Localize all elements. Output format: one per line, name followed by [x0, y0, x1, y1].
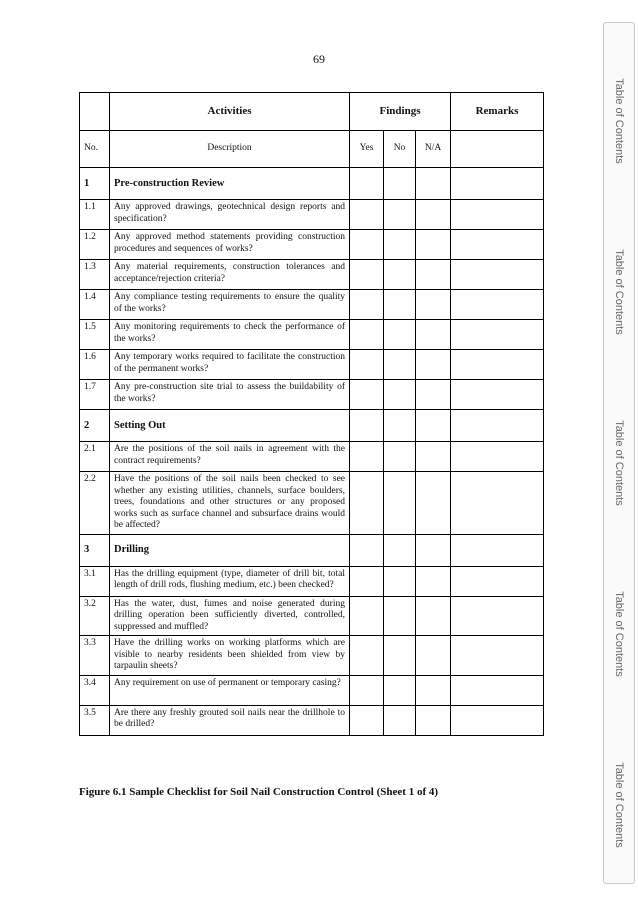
- yes-cell[interactable]: [350, 472, 384, 535]
- section-no-cell: [384, 534, 416, 566]
- toc-tab-label: Table of Contents: [613, 249, 625, 335]
- item-number: 1.6: [80, 350, 110, 380]
- header-findings: Findings: [350, 93, 451, 131]
- section-row: [80, 534, 544, 566]
- no-cell[interactable]: [384, 596, 416, 636]
- item-description: Has the drilling equipment (type, diameter of drill bit, total length of drill rods, flushing medium, etc.) been checked?: [110, 566, 350, 596]
- item-number: 1.5: [80, 320, 110, 350]
- yes-cell[interactable]: [350, 596, 384, 636]
- na-cell[interactable]: [416, 230, 451, 260]
- item-description: Have the drilling works on working platforms which are visible to nearby residents been shielded from view by tarpaulin sheets?: [110, 636, 350, 676]
- checklist-row: [80, 350, 544, 380]
- section-number: 2: [80, 410, 110, 442]
- header-no: No.: [80, 131, 110, 168]
- yes-cell[interactable]: [350, 442, 384, 472]
- remarks-cell[interactable]: [451, 200, 544, 230]
- header-blank-cell: [80, 93, 110, 131]
- item-number: 3.3: [80, 636, 110, 676]
- remarks-cell[interactable]: [451, 442, 544, 472]
- item-description: Has the water, dust, fumes and noise generated during drilling operation been sufficiently diverted, controlled, suppressed and muffled?: [110, 596, 350, 636]
- checklist-table: [79, 92, 544, 736]
- yes-cell[interactable]: [350, 380, 384, 410]
- toc-tab-2[interactable]: [604, 244, 634, 340]
- item-number: 1.4: [80, 290, 110, 320]
- item-number: 3.5: [80, 705, 110, 735]
- checklist-row: [80, 380, 544, 410]
- yes-cell[interactable]: [350, 260, 384, 290]
- na-cell[interactable]: [416, 260, 451, 290]
- remarks-cell[interactable]: [451, 636, 544, 676]
- toc-tab-label: Table of Contents: [613, 420, 625, 506]
- header-remarks-blank: [451, 131, 544, 168]
- item-description: Any material requirements, construction tolerances and acceptance/rejection criteria?: [110, 260, 350, 290]
- checklist-row: [80, 705, 544, 735]
- no-cell[interactable]: [384, 566, 416, 596]
- checklist-row: [80, 472, 544, 535]
- yes-cell[interactable]: [350, 705, 384, 735]
- section-row: [80, 168, 544, 200]
- yes-cell[interactable]: [350, 636, 384, 676]
- no-cell[interactable]: [384, 442, 416, 472]
- toc-tab-4[interactable]: [604, 586, 634, 682]
- yes-cell[interactable]: [350, 566, 384, 596]
- item-description: Are the positions of the soil nails in agreement with the contract requirements?: [110, 442, 350, 472]
- section-remarks-cell: [451, 534, 544, 566]
- no-cell[interactable]: [384, 705, 416, 735]
- section-title: Pre-construction Review: [110, 168, 350, 200]
- toc-tab-3[interactable]: [604, 415, 634, 511]
- section-na-cell: [416, 410, 451, 442]
- item-number: 3.4: [80, 675, 110, 705]
- section-no-cell: [384, 168, 416, 200]
- toc-tab-label: Table of Contents: [613, 762, 625, 848]
- header-activities: Activities: [110, 93, 350, 131]
- checklist-row: [80, 566, 544, 596]
- remarks-cell[interactable]: [451, 350, 544, 380]
- toc-tab-label: Table of Contents: [613, 78, 625, 164]
- checklist-row: [80, 260, 544, 290]
- header-na: N/A: [416, 131, 451, 168]
- checklist-row: [80, 442, 544, 472]
- remarks-cell[interactable]: [451, 260, 544, 290]
- item-description: Any pre-construction site trial to assess the buildability of the works?: [110, 380, 350, 410]
- header-remarks: Remarks: [451, 93, 544, 131]
- item-description: Are there any freshly grouted soil nails near the drillhole to be drilled?: [110, 705, 350, 735]
- no-cell[interactable]: [384, 290, 416, 320]
- no-cell[interactable]: [384, 380, 416, 410]
- section-na-cell: [416, 534, 451, 566]
- na-cell[interactable]: [416, 320, 451, 350]
- na-cell[interactable]: [416, 705, 451, 735]
- section-title: Setting Out: [110, 410, 350, 442]
- toc-tab-1[interactable]: [604, 73, 634, 169]
- remarks-cell[interactable]: [451, 705, 544, 735]
- remarks-cell[interactable]: [451, 380, 544, 410]
- item-description: Any compliance testing requirements to ensure the quality of the works?: [110, 290, 350, 320]
- section-yes-cell: [350, 534, 384, 566]
- na-cell[interactable]: [416, 636, 451, 676]
- checklist-row: [80, 675, 544, 705]
- no-cell[interactable]: [384, 200, 416, 230]
- yes-cell[interactable]: [350, 320, 384, 350]
- na-cell[interactable]: [416, 675, 451, 705]
- na-cell[interactable]: [416, 350, 451, 380]
- sidebar-toc: [603, 22, 635, 884]
- header-yes: Yes: [350, 131, 384, 168]
- item-description: Any monitoring requirements to check the performance of the works?: [110, 320, 350, 350]
- page-number: 69: [313, 52, 325, 66]
- section-remarks-cell: [451, 410, 544, 442]
- na-cell[interactable]: [416, 442, 451, 472]
- remarks-cell[interactable]: [451, 675, 544, 705]
- no-cell[interactable]: [384, 350, 416, 380]
- section-na-cell: [416, 168, 451, 200]
- na-cell[interactable]: [416, 200, 451, 230]
- na-cell[interactable]: [416, 566, 451, 596]
- item-number: 1.2: [80, 230, 110, 260]
- na-cell[interactable]: [416, 472, 451, 535]
- remarks-cell[interactable]: [451, 320, 544, 350]
- remarks-cell[interactable]: [451, 566, 544, 596]
- yes-cell[interactable]: [350, 290, 384, 320]
- toc-tab-5[interactable]: [604, 757, 634, 853]
- na-cell[interactable]: [416, 596, 451, 636]
- item-description: Have the positions of the soil nails been checked to see whether any existing utilities, channels, surface boulders, trees, foundations and other structures or any proposed works such as surface channel and subsurface drains would be affected?: [110, 472, 350, 535]
- section-yes-cell: [350, 168, 384, 200]
- yes-cell[interactable]: [350, 675, 384, 705]
- no-cell[interactable]: [384, 675, 416, 705]
- na-cell[interactable]: [416, 290, 451, 320]
- item-number: 3.1: [80, 566, 110, 596]
- yes-cell[interactable]: [350, 230, 384, 260]
- section-number: 1: [80, 168, 110, 200]
- checklist-row: [80, 596, 544, 636]
- section-row: [80, 410, 544, 442]
- item-description: Any approved drawings, geotechnical design reports and specification?: [110, 200, 350, 230]
- item-number: 1.1: [80, 200, 110, 230]
- header-description: Description: [110, 131, 350, 168]
- na-cell[interactable]: [416, 380, 451, 410]
- yes-cell[interactable]: [350, 350, 384, 380]
- item-description: Any requirement on use of permanent or temporary casing?: [110, 675, 350, 705]
- no-cell[interactable]: [384, 636, 416, 676]
- remarks-cell[interactable]: [451, 596, 544, 636]
- section-no-cell: [384, 410, 416, 442]
- section-title: Drilling: [110, 534, 350, 566]
- section-number: 3: [80, 534, 110, 566]
- checklist-row: [80, 636, 544, 676]
- item-number: 1.3: [80, 260, 110, 290]
- checklist-row: [80, 230, 544, 260]
- checklist-row: [80, 200, 544, 230]
- remarks-cell[interactable]: [451, 290, 544, 320]
- item-number: 2.2: [80, 472, 110, 535]
- header-no-col: No: [384, 131, 416, 168]
- figure-caption: Figure 6.1 Sample Checklist for Soil Nail Construction Control (Sheet 1 of 4): [79, 786, 439, 798]
- no-cell[interactable]: [384, 320, 416, 350]
- toc-tab-label: Table of Contents: [613, 591, 625, 677]
- item-number: 1.7: [80, 380, 110, 410]
- no-cell[interactable]: [384, 230, 416, 260]
- item-number: 3.2: [80, 596, 110, 636]
- no-cell[interactable]: [384, 260, 416, 290]
- item-description: Any temporary works required to facilitate the construction of the permanent works?: [110, 350, 350, 380]
- item-description: Any approved method statements providing construction procedures and sequences of works?: [110, 230, 350, 260]
- checklist-row: [80, 320, 544, 350]
- header-row-groups: [80, 93, 544, 131]
- item-number: 2.1: [80, 442, 110, 472]
- yes-cell[interactable]: [350, 200, 384, 230]
- header-row-columns: [80, 131, 544, 168]
- checklist-row: [80, 290, 544, 320]
- remarks-cell[interactable]: [451, 230, 544, 260]
- section-yes-cell: [350, 410, 384, 442]
- no-cell[interactable]: [384, 472, 416, 535]
- section-remarks-cell: [451, 168, 544, 200]
- remarks-cell[interactable]: [451, 472, 544, 535]
